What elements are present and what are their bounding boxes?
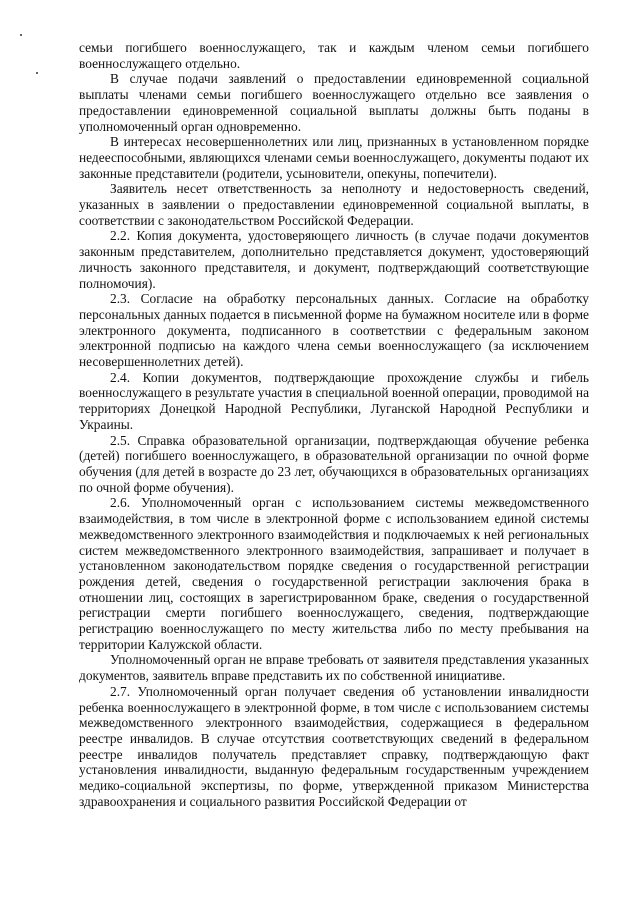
scan-artifact-dot — [20, 34, 22, 36]
paragraph-2-7: 2.7. Уполномоченный орган получает сведения об установлении инвалидности ребенка военнослужащего в электронной форме, в том числе с использованием системы межведомственного электронного взаимодействия, содержащиеся в федеральном реестре инвалидов. В случае отсутствия соответствующих сведений в федеральном реестре инвалидов получатель представляет справку, подтверждающую факт установления инвалидности, выданную федеральным государственным учреждением медико-социальной экспертизы, по форме, утвержденной приказом Министерства здравоохранения и социального развития Российской Федерации от — [79, 683, 589, 809]
paragraph-continuation: семьи погибшего военнослужащего, так и каждым членом семьи погибшего военнослужащего отдельно. — [79, 40, 589, 71]
paragraph-separate-applications: В случае подачи заявлений о предоставлении единовременной социальной выплаты членами семьи погибшего военнослужащего отдельно все заявления о предоставлении единовременной социальной выплаты должны быть поданы в уполномоченный орган одновременно. — [79, 71, 589, 134]
paragraph-legal-representatives: В интересах несовершеннолетних или лиц, признанных в установленном порядке недееспособными, являющихся членами семьи военнослужащего, документы подают их законные представители (родители, усыновители, опекуны, попечители). — [79, 134, 589, 181]
paragraph-no-right-to-demand: Уполномоченный орган не вправе требовать от заявителя представления указанных документов, заявитель вправе представить их по собственной инициативе. — [79, 652, 589, 684]
paragraph-2-3: 2.3. Согласие на обработку персональных данных. Согласие на обработку персональных данных подается в письменной форме на бумажном носителе или в форме электронного документа, подписанного в соответствии с федеральным законом электронной подписью на каждого члена семьи военнослужащего (за исключением несовершеннолетних детей). — [79, 291, 589, 370]
paragraph-2-4: 2.4. Копии документов, подтверждающие прохождение службы и гибель военнослужащего в результате участия в специальной военной операции, проводимой на территориях Донецкой Народной Республики, Луганской Народной Республики и Украины. — [79, 369, 590, 432]
paragraph-2-6: 2.6. Уполномоченный орган с использованием системы межведомственного взаимодействия, в том числе в электронной форме с использованием единой системы межведомственного электронного взаимодействия и подключаемых к ней региональных систем межведомственного электронного взаимодействия, запрашивает и получает в установленном законодательством порядке сведения о государственной регистрации рождения детей, сведения о государственной регистрации заключения брака в отношении лиц, состоящих в зарегистрированном браке, сведения о государственной регистрации смерти погибшего военнослужащего, сведения, подтверждающие регистрацию военнослужащего по месту жительства либо по месту пребывания на территории Калужской области. — [79, 495, 589, 652]
scan-artifact-dot — [36, 72, 38, 74]
document-body — [79, 40, 589, 809]
paragraph-2-2: 2.2. Копия документа, удостоверяющего личность (в случае подачи документов законным представителем, дополнительно представляется документ, удостоверяющий личность законного представителя, и документ, подтверждающий соответствующие полномочия). — [79, 228, 589, 291]
paragraph-applicant-responsibility: Заявитель несет ответственность за неполноту и недостоверность сведений, указанных в заявлении о предоставлении единовременной социальной выплаты, в соответствии с законодательством Российской Федерации. — [79, 181, 589, 228]
paragraph-2-5: 2.5. Справка образовательной организации, подтверждающая обучение ребенка (детей) погибшего военнослужащего, в образовательной организации по очной форме обучения (для детей в возрасте до 23 лет, обучающихся в образовательных организациях по очной форме обучения). — [79, 432, 589, 495]
